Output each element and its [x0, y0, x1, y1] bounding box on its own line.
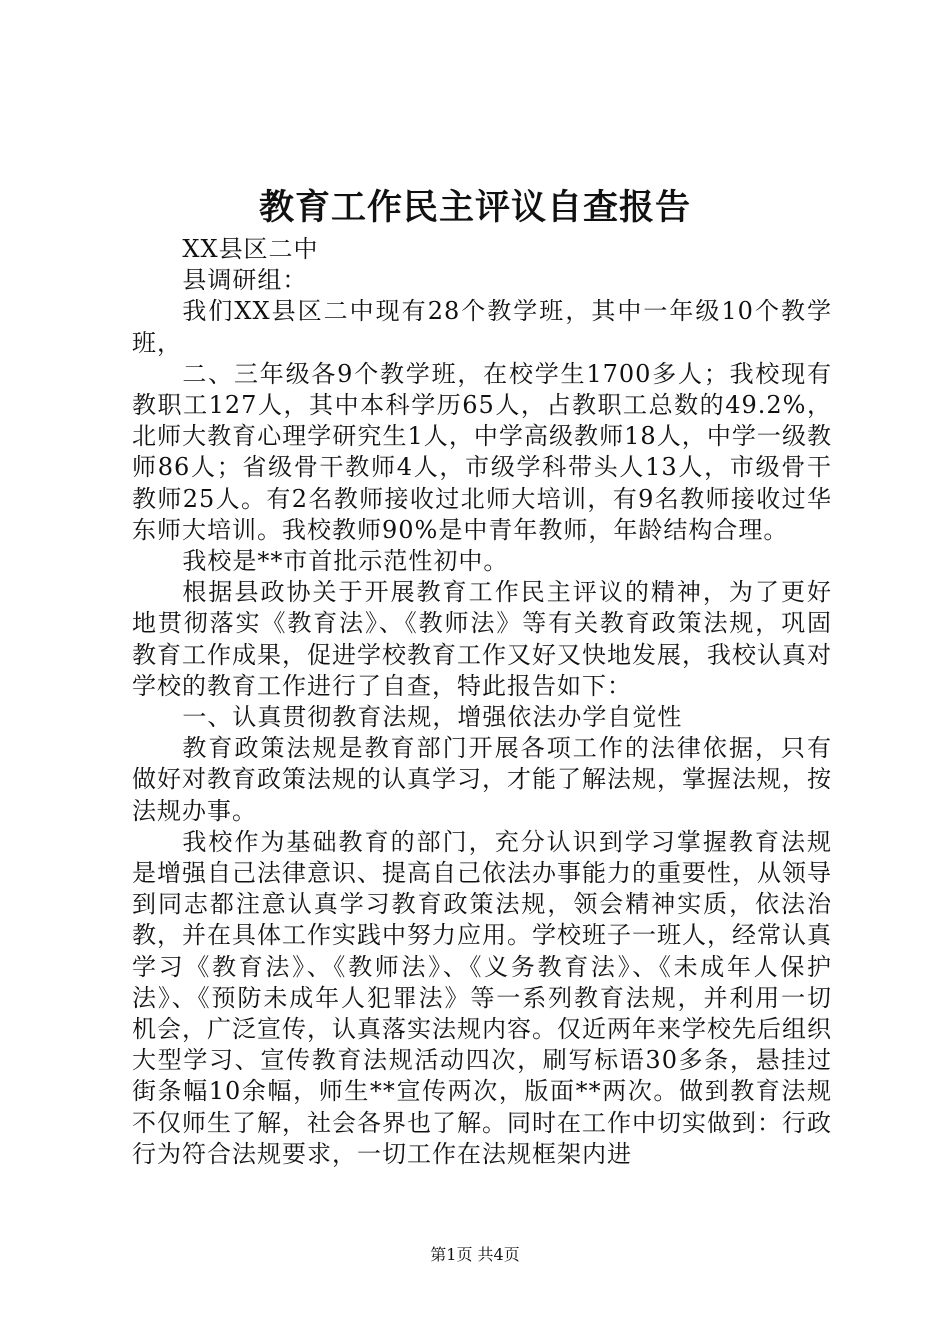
paragraph-recipient: 县调研组：	[182, 266, 308, 295]
section-heading-1: 一、认真贯彻教育法规，增强依法办学自觉性	[182, 703, 683, 732]
paragraph-school: XX县区二中	[182, 235, 319, 263]
document-body	[132, 234, 832, 1170]
paragraph-model-school: 我校是**市首批示范性初中。	[182, 547, 509, 576]
paragraph-purpose: 根据县政协关于开展教育工作民主评议的精神，为了更好地贯彻落实《教育法》、《教师法》等有关教育政策法规，巩固教育工作成果，促进学校教育工作又好又快地发展，我校认真对学校的教育工作进行了自查，特此报告如下：	[132, 578, 832, 700]
paragraph-implementation: 我校作为基础教育的部门，充分认识到学习掌握教育法规是增强自己法律意识、提高自己依法办事能力的重要性，从领导到同志都注意认真学习教育政策法规，领会精神实质，依法治教，并在具体工作实践中努力应用。学校班子一班人，经常认真学习《教育法》、《教师法》、《义务教育法》、《未成年人保护法》、《预防未成年人犯罪法》等一系列教育法规，并利用一切机会，广泛宣传，认真落实法规内容。仅近两年来学校先后组织大型学习、宣传教育法规活动四次，刷写标语30多条，悬挂过街条幅10余幅，师生**宣传两次，版面**两次。做到教育法规不仅师生了解，社会各界也了解。同时在工作中切实做到：行政行为符合法规要求，一切工作在法规框架内进	[132, 827, 832, 1168]
paragraph-policy: 教育政策法规是教育部门开展各项工作的法律依据，只有做好对教育政策法规的认真学习，才能了解法规，掌握法规，按法规办事。	[132, 734, 832, 825]
paragraph-classes: 我们XX县区二中现有28个教学班，其中一年级10个教学班，	[132, 297, 832, 357]
page-number-footer: 第1页 共4页	[430, 1245, 520, 1264]
paragraph-staff: 二、三年级各9个教学班，在校学生1700多人；我校现有教职工127人，其中本科学历65人，占教职工总数的49.2%，北师大教育心理学研究生1人，中学高级教师18人，中学一级教师86人；省级骨干教师4人，市级学科带头人13人，市级骨干教师25人。有2名教师接收过北师大培训，有9名教师接收过华东师大培训。我校教师90%是中青年教师，年龄结构合理。	[132, 359, 832, 544]
page-title: 教育工作民主评议自查报告	[258, 187, 691, 228]
